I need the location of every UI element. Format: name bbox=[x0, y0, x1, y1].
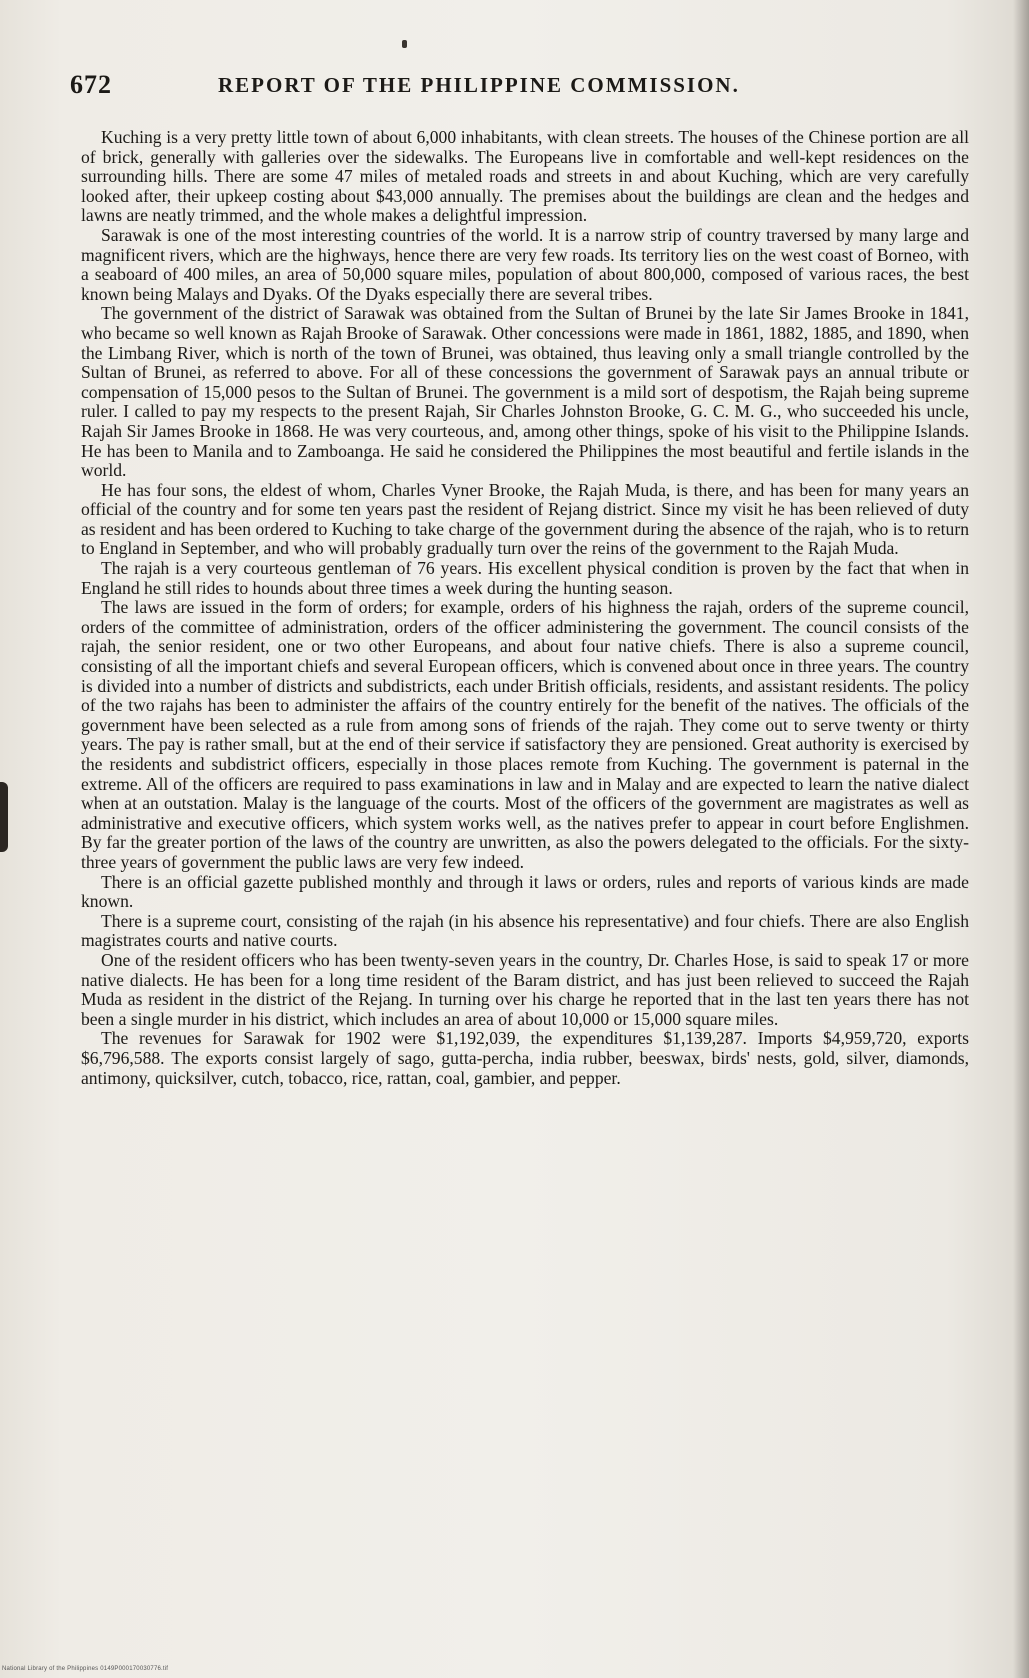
paragraph: One of the resident officers who has been twenty-seven years in the country, Dr. Charles Hose, is said to speak 17 or more native dialects. He has been for a long time resident of the Baram district, and has just been relieved to succeed the Rajah Muda as resident in the district of the Rejang. In turning over his charge he reported that in the last ten years there has not been a single murder in his district, which includes an area of about 10,000 or 15,000 square miles. bbox=[81, 949, 969, 1029]
paragraph: Sarawak is one of the most interesting countries of the world. It is a narrow strip of country traversed by many large and magnificent rivers, which are the highways, hence there are very few roads. Its territory lies on the west coast of Borneo, with a seaboard of 400 miles, an area of 50,000 square miles, population of about 800,000, composed of various races, the best known being Malays and Dyaks. Of the Dyaks especially there are several tribes. bbox=[81, 224, 969, 304]
page-number: 672 bbox=[70, 70, 112, 99]
body-text bbox=[81, 128, 969, 1088]
scan-footer-note: National Library of the Philippines 0149P000170030776.tif bbox=[2, 1666, 169, 1672]
paragraph: He has four sons, the eldest of whom, Charles Vyner Brooke, the Rajah Muda, is there, and has been for many years an official of the country and for some ten years past the resident of Rejang district. Since my visit he has been relieved of duty as resident and has been ordered to Kuching to take charge of the government during the absence of the rajah, who is to return to England in September, and who will probably gradually turn over the reins of the government to the Rajah Muda. bbox=[81, 479, 969, 559]
paragraph: The rajah is a very courteous gentleman of 76 years. His excellent physical condition is proven by the fact that when in England he still rides to hounds about three times a week during the hunting season. bbox=[81, 558, 969, 598]
paragraph: There is an official gazette published monthly and through it laws or orders, rules and reports of various kinds are made known. bbox=[81, 871, 969, 912]
ink-speck bbox=[402, 40, 407, 48]
paragraph: There is a supreme court, consisting of the rajah (in his absence his representative) and four chiefs. There are also English magistrates courts and native courts. bbox=[81, 910, 969, 951]
paragraph: The laws are issued in the form of orders; for example, orders of his highness the rajah, orders of the supreme council, orders of the committee of administration, orders of the officer administering the government. The council consists of the rajah, the senior resident, one or two other Europeans, and about four native chiefs. There is also a supreme council, consisting of all the important chiefs and several European officers, which is convened about once in three years. The country is divided into a number of districts and subdistricts, each under British officials, residents, and assistant residents. The policy of the two rajahs has been to administer the affairs of the country entirely for the benefit of the natives. The officials of the government have been selected as a rule from among sons of friends of the rajah. They come out to serve twenty or thirty years. The pay is rather small, but at the end of their service if satisfactory they are pensioned. Great authority is exercised by the residents and subdistrict officers, especially in those places remote from Kuching. The government is paternal in the extreme. All of the officers are required to pass examinations in law and in Malay and are expected to learn the native dialect when at an outstation. Malay is the language of the courts. Most of the officers of the government are magistrates as well as administrative and executive officers, which system works well, as the natives prefer to appear in court before Englishmen. By far the greater portion of the laws of the country are unwritten, as also the powers delegated to the officials. For the sixty-three years of government the public laws are very few indeed. bbox=[81, 597, 969, 872]
page-edge-shadow bbox=[1013, 0, 1029, 1678]
paragraph: Kuching is a very pretty little town of about 6,000 inhabitants, with clean streets. The houses of the Chinese portion are all of brick, generally with galleries over the sidewalks. The Europeans live in comfortable and well-kept residences on the surrounding hills. There are some 47 miles of metaled roads and streets in and about Kuching, which are very carefully looked after, their upkeep costing about $43,000 annually. The premises about the buildings are clean and the hedges and lawns are neatly trimmed, and the whole makes a delightful impression. bbox=[81, 127, 969, 226]
binding-mark bbox=[0, 782, 8, 852]
page-header bbox=[70, 70, 970, 104]
paragraph: The revenues for Sarawak for 1902 were $1,192,039, the expenditures $1,139,287. Imports $4,959,720, exports $6,796,588. The exports consist largely of sago, gutta-percha, india rubber, beeswax, birds' nests, gold, silver, diamonds, antimony, quicksilver, cutch, tobacco, rice, rattan, coal, gambier, and pepper. bbox=[81, 1028, 969, 1088]
paragraph: The government of the district of Sarawak was obtained from the Sultan of Brunei by the late Sir James Brooke in 1841, who became so well known as Rajah Brooke of Sarawak. Other concessions were made in 1861, 1882, 1885, and 1890, when the Limbang River, which is north of the town of Brunei, was obtained, thus leaving only a small triangle controlled by the Sultan of Brunei, as referred to above. For all of these concessions the government of Sarawak pays an annual tribute or compensation of 15,000 pesos to the Sultan of Brunei. The government is a mild sort of despotism, the Rajah being supreme ruler. I called to pay my respects to the present Rajah, Sir Charles Johnston Brooke, G. C. M. G., who succeeded his uncle, Rajah Sir James Brooke in 1868. He was very courteous, and, among other things, spoke of his visit to the Philippine Islands. He has been to Manila and to Zamboanga. He said he considered the Philippines the most beautiful and fertile islands in the world. bbox=[81, 303, 969, 481]
running-head: REPORT OF THE PHILIPPINE COMMISSION. bbox=[218, 73, 740, 97]
